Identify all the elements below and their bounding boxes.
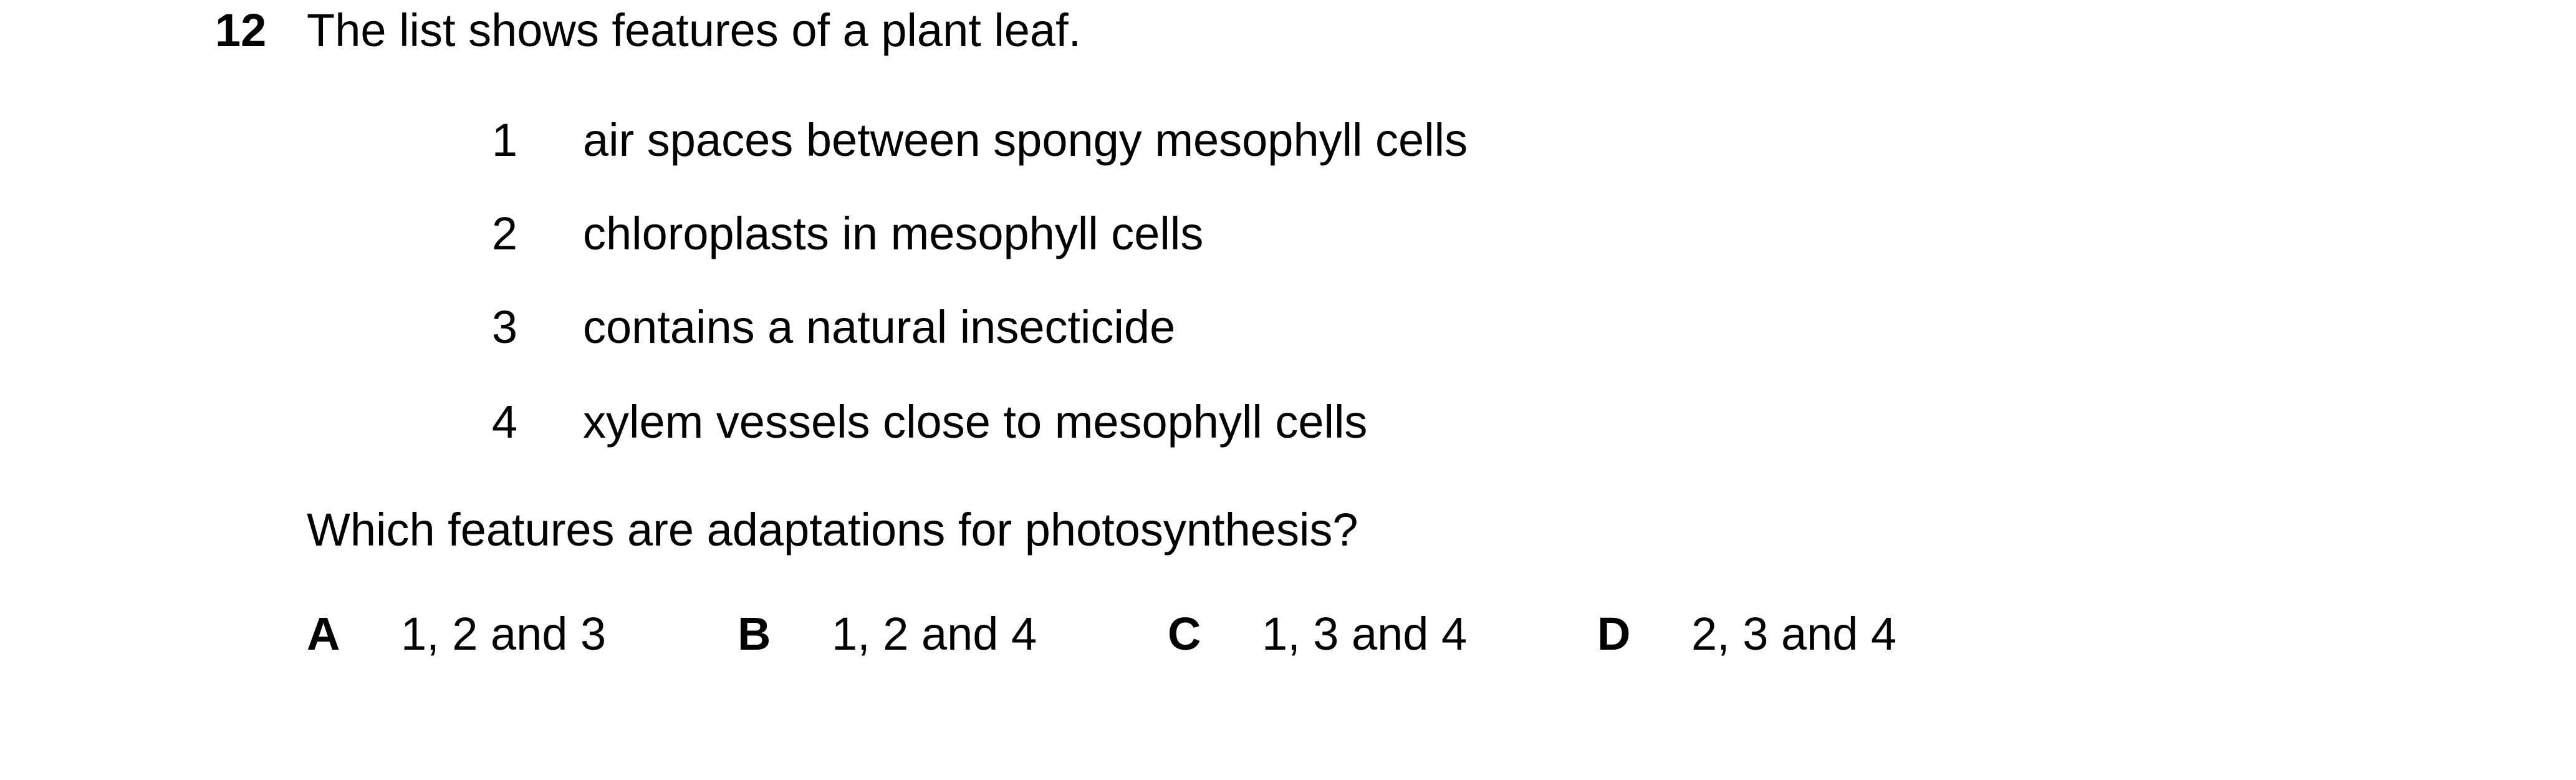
feature-number: 2 — [491, 208, 517, 259]
question-stem: The list shows features of a plant leaf. — [307, 4, 1082, 56]
option-c-letter[interactable]: C — [1168, 608, 1201, 660]
feature-number: 4 — [491, 396, 517, 448]
option-d-text[interactable]: 2, 3 and 4 — [1691, 608, 1897, 660]
option-b-text[interactable]: 1, 2 and 4 — [832, 608, 1037, 660]
feature-text: air spaces between spongy mesophyll cells — [583, 114, 1468, 166]
feature-number: 3 — [491, 301, 517, 353]
option-b-letter[interactable]: B — [738, 608, 771, 660]
question-number: 12 — [215, 4, 267, 56]
option-d-letter[interactable]: D — [1597, 608, 1631, 660]
option-a-letter[interactable]: A — [307, 608, 340, 660]
question-prompt: Which features are adaptations for photosynthesis? — [307, 504, 1358, 556]
feature-number: 1 — [491, 114, 517, 166]
feature-text: xylem vessels close to mesophyll cells — [583, 396, 1368, 448]
feature-text: chloroplasts in mesophyll cells — [583, 208, 1204, 259]
option-c-text[interactable]: 1, 3 and 4 — [1262, 608, 1468, 660]
option-a-text[interactable]: 1, 2 and 3 — [401, 608, 607, 660]
feature-text: contains a natural insecticide — [583, 301, 1176, 353]
